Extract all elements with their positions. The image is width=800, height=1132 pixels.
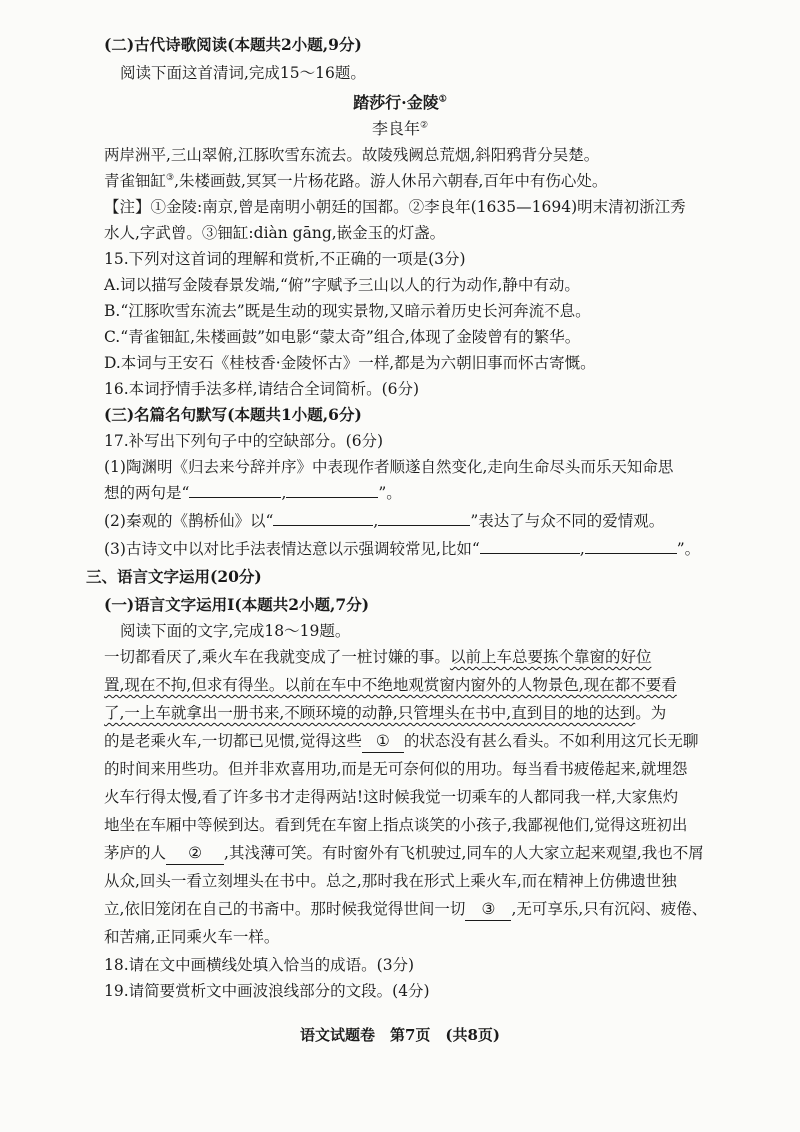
- passage-line-1: [104, 646, 651, 668]
- q17-part2-suffix: ”表达了与众不同的爱情观。: [470, 512, 665, 530]
- passage-line-4-post: 的状态没有甚么看头。不如利用这冗长无聊: [403, 732, 699, 750]
- poem-author: [0, 118, 800, 140]
- passage-line-9: 从众,回头一看立刻埋头在书中。总之,那时我在形式上乘火车,而在精神上仿佛遗世独: [104, 872, 677, 890]
- passage-line-10-pre: 立,依旧笼闭在自己的书斋中。那时候我觉得世间一切: [104, 900, 466, 918]
- sub1-header: (一)语言文字运用Ⅰ(本题共2小题,7分): [104, 595, 370, 614]
- q17-blank-6[interactable]: [585, 538, 677, 554]
- q17-part2-comma: ,: [373, 512, 379, 530]
- poem-author-text: 李良年: [371, 119, 420, 138]
- q17-blank-4[interactable]: [378, 510, 470, 526]
- poem-line-2a: 青雀钿缸: [104, 172, 167, 190]
- poem-title: [0, 92, 800, 114]
- passage-line-4: [104, 730, 698, 753]
- q17-part1-comma: ,: [281, 484, 287, 502]
- poem-line-2-note: ③: [166, 172, 175, 183]
- q17-part2-prefix: (2)秦观的《鹊桥仙》以“: [104, 512, 274, 530]
- poem-title-text: 踏莎行·金陵: [353, 93, 439, 112]
- q17-part1-line1: (1)陶渊明《归去来兮辞并序》中表现作者顺遂自然变化,走向生命尽头而乐天知命思: [104, 458, 674, 476]
- passage-line-3-plain: 。为: [635, 704, 667, 722]
- passage-line-4-pre: 的是老乘火车,一切都已见惯,觉得这些: [104, 732, 362, 750]
- passage-line-2-wavy: 置,现在不拘,但求有得坐。以前在车中不绝地观赏窗内窗外的人物景色,现在都不要看: [104, 676, 677, 694]
- notes-line-2: 水人,字武曾。③钿缸:diàn gāng,嵌金玉的灯盏。: [104, 224, 446, 242]
- q17-part1-line2: [104, 482, 402, 504]
- passage-blank-3[interactable]: ③: [465, 898, 511, 921]
- q17-blank-3[interactable]: [273, 510, 373, 526]
- passage-line-8: [104, 842, 704, 865]
- passage-line-3: [104, 702, 666, 724]
- section2-header: (二)古代诗歌阅读(本题共2小题,9分): [104, 35, 362, 54]
- passage-line-1-plain: 一切都看厌了,乘火车在我就变成了一桩讨嫌的事。: [104, 648, 450, 666]
- page-footer: 语文试题卷 第7页 (共8页): [299, 1026, 501, 1044]
- q15-stem: 15.下列对这首词的理解和赏析,不正确的一项是(3分): [104, 250, 466, 268]
- poem-line-2: [104, 170, 607, 192]
- q17-part1-prefix: 想的两句是“: [104, 484, 190, 502]
- passage-blank-2[interactable]: ②: [166, 842, 224, 865]
- q19-stem: 19.请简要赏析文中画波浪线部分的文段。(4分): [104, 982, 430, 1000]
- passage-line-1-wavy: 以前上车总要拣个靠窗的好位: [449, 648, 652, 666]
- q15-option-c: C.“青雀钿缸,朱楼画鼓”如电影“蒙太奇”组合,体现了金陵曾有的繁华。: [104, 328, 581, 346]
- passage-instruction: 阅读下面的文字,完成18～19题。: [120, 622, 351, 640]
- q15-option-a: A.词以描写金陵春景发端,“俯”字赋予三山以人的行为动作,静中有动。: [104, 276, 580, 294]
- poem-line-2b: ,朱楼画鼓,冥冥一片杨花路。游人休吊六朝春,百年中有伤心处。: [174, 172, 608, 190]
- q17-stem: 17.补写出下列句子中的空缺部分。(6分): [104, 432, 384, 450]
- q17-part3: [104, 538, 700, 560]
- q16-stem: 16.本词抒情手法多样,请结合全词简析。(6分): [104, 380, 420, 398]
- poem-instruction: 阅读下面这首清词,完成15～16题。: [120, 64, 366, 82]
- notes-line-1: 【注】①金陵:南京,曾是南明小朝廷的国都。②李良年(1635—1694)明末清初浙江秀: [104, 198, 686, 216]
- q17-part3-comma: ,: [579, 540, 585, 558]
- q17-part2: [104, 510, 664, 532]
- q17-blank-5[interactable]: [480, 538, 580, 554]
- passage-line-5: 的时间来用些功。但并非欢喜用功,而是无可奈何似的用功。每当看书疲倦起来,就埋怨: [104, 760, 688, 778]
- passage-line-10-post: ,无可享乐,只有沉闷、疲倦、: [511, 900, 708, 918]
- section3-header: (三)名篇名句默写(本题共1小题,6分): [104, 405, 362, 424]
- poem-title-note: ①: [438, 94, 447, 105]
- poem-line-1: 两岸洲平,三山翠俯,江豚吹雪东流去。故陵残阙总荒烟,斜阳鸦背分吴楚。: [104, 146, 600, 164]
- q15-option-b: B.“江豚吹雪东流去”既是生动的现实景物,又暗示着历史长河奔流不息。: [104, 302, 591, 320]
- poem-author-note: ②: [419, 120, 429, 131]
- q15-option-d: D.本词与王安石《桂枝香·金陵怀古》一样,都是为六朝旧事而怀古寄慨。: [104, 354, 596, 372]
- q18-stem: 18.请在文中画横线处填入恰当的成语。(3分): [104, 956, 415, 974]
- passage-line-10: [104, 898, 707, 921]
- passage-line-6: 火车行得太慢,看了许多书才走得两站!这时候我觉一切乘车的人都同我一样,大家焦灼: [104, 788, 679, 806]
- q17-part1-suffix: ”。: [378, 484, 402, 502]
- passage-line-11: 和苦痛,正同乘火车一样。: [104, 928, 280, 946]
- q17-blank-2[interactable]: [286, 482, 378, 498]
- passage-line-2: [104, 674, 677, 696]
- q17-part3-prefix: (3)古诗文中以对比手法表情达意以示强调较常见,比如“: [104, 540, 480, 558]
- q17-part3-suffix: ”。: [676, 540, 701, 558]
- passage-line-3-wavy: 了,一上车就拿出一册书来,不顾环境的动静,只管埋头在书中,直到目的地的达到: [104, 704, 636, 722]
- passage-line-7: 地坐在车厢中等候到达。看到凭在车窗上指点谈笑的小孩子,我鄙视他们,觉得这班初出: [104, 816, 688, 834]
- passage-line-8-post: ,其浅薄可笑。有时窗外有飞机驶过,同车的人大家立起来观望,我也不屑: [224, 844, 704, 862]
- passage-blank-1[interactable]: ①: [362, 730, 404, 753]
- passage-line-8-pre: 茅庐的人: [104, 844, 167, 862]
- q17-blank-1[interactable]: [189, 482, 281, 498]
- part3-header: 三、语言文字运用(20分): [86, 567, 262, 586]
